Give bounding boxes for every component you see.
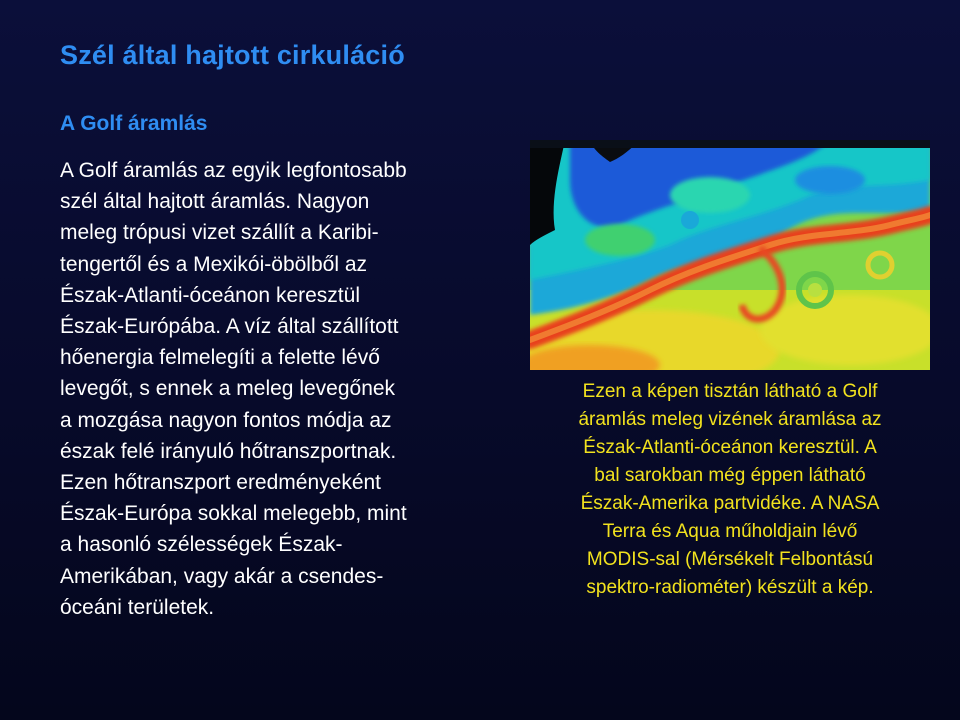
image-caption: Ezen a képen tisztán látható a Golf áramlás meleg vizének áramlása az Észak-Atlanti-óceánon keresztül. A bal sarokban még éppen látható Észak-Amerika partvidéke. A NASA Terra és Aqua műholdjain lévő MODIS-sal (Mérsékelt Felbontású spektro-radiométer) készült a kép. <box>578 381 882 598</box>
slide-title: Szél által hajtott cirkuláció <box>60 40 405 70</box>
body-paragraph: A Golf áramlás az egyik legfontosabb szél által hajtott áramlás. Nagyon meleg trópusi vizet szállít a Karibi- tengertől és a Mexikói-öbölből az Észak-Atlanti-óceánon keresztül Észak-Európába. A víz által szállított hőenergia felmelegíti a felette lévő levegőt, s ennek a meleg levegőnek a mozgása nagyon fontos módja az észak felé irányuló hőtranszportnak. Ezen hőtranszport eredményeként Észak-Európa sokkal melegebb, mint a hasonló szélességek Észak- Amerikában, vagy akár a csendes- óceáni területek. <box>60 159 407 619</box>
slide-subtitle: A Golf áramlás <box>60 112 208 135</box>
gulf-stream-satellite-image <box>530 140 930 370</box>
